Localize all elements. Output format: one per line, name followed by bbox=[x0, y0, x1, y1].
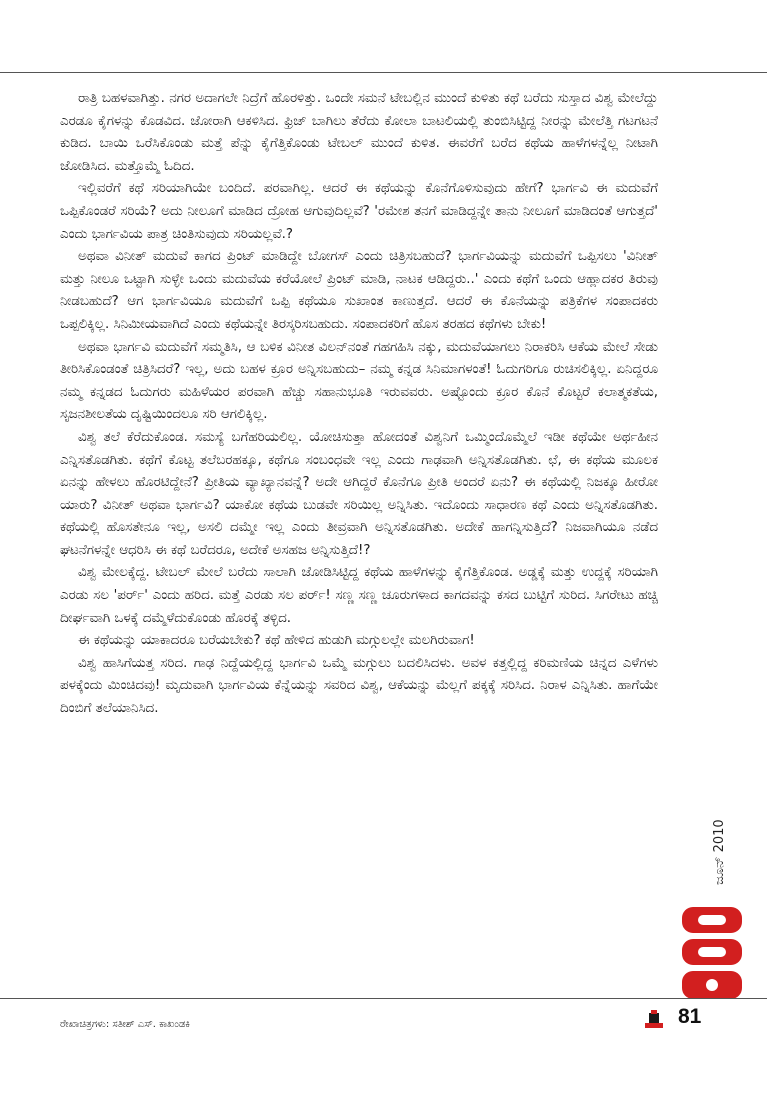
story-paragraph: ಈ ಕಥೆಯನ್ನು ಯಾಕಾದರೂ ಬರೆಯಬೇಕು? ಕಥೆ ಹೇಳಿದ ಹುಡುಗಿ ಮಗ್ಗುಲಲ್ಲೇ ಮಲಗಿರುವಾಗ! bbox=[78, 633, 475, 649]
magazine-stand-icon bbox=[643, 1008, 665, 1030]
illustration-credit: ರೇಖಾಚಿತ್ರಗಳು: ಸತೀಶ್ ಎಸ್. ಕಾಖಂಡಕಿ bbox=[60, 1019, 190, 1030]
top-rule bbox=[0, 72, 767, 73]
story-paragraph: ಇಲ್ಲಿವರೆಗೆ ಕಥೆ ಸರಿಯಾಗಿಯೇ ಬಂದಿದೆ. ಪರವಾಗಿಲ್ಲ. ಆದರೆ ಈ ಕಥೆಯನ್ನು ಕೊನೆಗೊಳಿಸುವುದು ಹೇಗೆ? ಭಾರ್ಗವಿ ಈ ಮದುವೆಗೆ ಒಪ್ಪಿಕೊಂಡರೆ ಸರಿಯೆ? ಅದು ನೀಲೂಗೆ ಮಾಡಿದ ದ್ರೋಹ ಆಗುವುದಿಲ್ಲವೆ? 'ರಮೇಶ ತನಗೆ ಮಾಡಿದ್ದನ್ನೇ ತಾನು ನೀಲೂಗೆ ಮಾಡಿದಂತೆ ಆಗುತ್ತದೆ' ಎಂದು ಭಾರ್ಗವಿಯ ಪಾತ್ರ ಚಿಂತಿಸುವುದು ಸರಿಯಲ್ಲವೆ.? bbox=[60, 181, 658, 242]
bottom-rule bbox=[0, 998, 767, 999]
story-paragraph: ವಿಶ್ವ ಹಾಸಿಗೆಯತ್ತ ಸರಿದ. ಗಾಢ ನಿದ್ದೆಯಲ್ಲಿದ್ದ ಭಾರ್ಗವಿ ಒಮ್ಮೆ ಮಗ್ಗುಲು ಬದಲಿಸಿದಳು. ಅವಳ ಕತ್ತಲ್ಲಿದ್ದ ಕರಿಮಣಿಯ ಚಿನ್ನದ ಎಳೆಗಳು ಪಳಕ್ಕೆಂದು ಮಿಂಚಿದವು! ಮೃದುವಾಗಿ ಭಾರ್ಗವಿಯ ಕೆನ್ನೆಯನ್ನು ಸವರಿದ ವಿಶ್ವ, ಆಕೆಯನ್ನು ಮೆಲ್ಲಗೆ ಪಕ್ಕಕ್ಕೆ ಸರಿಸಿದ. ನಿರಾಳ ಎನ್ನಿಸಿತು. ಹಾಗೆಯೇ ದಿಂಬಿಗೆ ತಲೆಯಾನಿಸಿದ. bbox=[60, 655, 658, 717]
story-paragraph: ವಿಶ್ವ ತಲೆ ಕೆರೆದುಕೊಂಡ. ಸಮಸ್ಯೆ ಬಗೆಹರಿಯಲಿಲ್ಲ. ಯೋಚಿಸುತ್ತಾ ಹೋದಂತೆ ವಿಶ್ವನಿಗೆ ಒಮ್ಮಿಂದೊಮ್ಮೆಲೆ ಇಡೀ ಕಥೆಯೇ ಅರ್ಥಹೀನ ಎನ್ನಿಸತೊಡಗಿತು. ಕಥೆಗೆ ಕೊಟ್ಟ ತಲೆಬರಹಕ್ಕೂ, ಕಥೆಗೂ ಸಂಬಂಧವೇ ಇಲ್ಲ ಎಂದು ಗಾಢವಾಗಿ ಅನ್ನಿಸತೊಡಗಿತು. ಛೆ, ಈ ಕಥೆಯ ಮೂಲಕ ಏನನ್ನು ಹೇಳಲು ಹೊರಟಿದ್ದೇನೆ? ಪ್ರೀತಿಯ ವ್ಯಾಖ್ಯಾನವನ್ನೆ? ಅದೇ ಆಗಿದ್ದರೆ ಕೊನೆಗೂ ಪ್ರೀತಿ ಅಂದರೆ ಏನು? ಈ ಕಥೆಯಲ್ಲಿ ನಿಜಕ್ಕೂ ಹೀರೋ ಯಾರು? ವಿನೀತ್ ಅಥವಾ ಭಾರ್ಗವಿ? ಯಾಕೋ ಕಥೆಯ ಬುಡವೇ ಸರಿಯಿಲ್ಲ ಅನ್ನಿಸಿತು. ಇದೊಂದು ಸಾಧಾರಣ ಕಥೆ ಎಂದು ಅನ್ನಿಸತೊಡಗಿತು. ಕಥೆಯಲ್ಲಿ ಹೊಸತೇನೂ ಇಲ್ಲ, ಅಸಲಿ ದಮ್ಮೇ ಇಲ್ಲ ಎಂದು ತೀವ್ರವಾಗಿ ಅನ್ನಿಸತೊಡಗಿತು. ಅದೇಕೆ ಹಾಗನ್ನಿಸುತ್ತಿದೆ? ನಿಜವಾಗಿಯೂ ನಡೆದ ಘಟನೆಗಳನ್ನೇ ಆಧರಿಸಿ ಈ ಕಥೆ ಬರೆದರೂ, ಅದೇಕೆ ಅಸಹಜ ಅನ್ನಿಸುತ್ತಿದೆ!? bbox=[60, 429, 658, 558]
story-paragraph: ವಿಶ್ವ ಮೇಲಕ್ಕೆದ್ದ. ಟೇಬಲ್ ಮೇಲೆ ಬರೆದು ಸಾಲಾಗಿ ಜೋಡಿಸಿಟ್ಟಿದ್ದ ಕಥೆಯ ಹಾಳೆಗಳನ್ನು ಕೈಗೆತ್ತಿಕೊಂಡ. ಅಡ್ಡಕ್ಕೆ ಮತ್ತು ಉದ್ದಕ್ಕೆ ಸರಿಯಾಗಿ ಎರಡು ಸಲ 'ಪರ್ರ್' ಎಂದು ಹರಿದ. ಮತ್ತೆ ಎರಡು ಸಲ ಪರ್ರ್! ಸಣ್ಣ ಸಣ್ಣ ಚೂರುಗಳಾದ ಕಾಗದವನ್ನು ಕಸದ ಬುಟ್ಟಿಗೆ ಸುರಿದ. ಸಿಗರೇಟು ಹಚ್ಚಿ ದೀರ್ಘವಾಗಿ ಒಳಕ್ಕೆ ದಮ್ಮೆಳೆದುಕೊಂಡು ಹೊರಕ್ಕೆ ತಳ್ಳಿದ. bbox=[60, 565, 658, 626]
page-number: 81 bbox=[678, 1005, 702, 1028]
issue-date: ಜೂನ್ 2010 bbox=[712, 819, 727, 885]
story-paragraph: ರಾತ್ರಿ ಬಹಳವಾಗಿತ್ತು. ನಗರ ಅದಾಗಲೇ ನಿದ್ರೆಗೆ ಹೊರಳಿತ್ತು. ಒಂದೇ ಸಮನೆ ಟೇಬಲ್ಲಿನ ಮುಂದೆ ಕುಳಿತು ಕಥೆ ಬರೆದು ಸುಸ್ತಾದ ವಿಶ್ವ ಮೇಲೆದ್ದು ಎರಡೂ ಕೈಗಳನ್ನು ಕೊಡವಿದ. ಜೋರಾಗಿ ಆಕಳಿಸಿದ. ಫ್ರಿಜ್ ಬಾಗಿಲು ತೆರೆದು ಕೋಲಾ ಬಾಟಲಿಯಲ್ಲಿ ತುಂಬಿಸಿಟ್ಟಿದ್ದ ನೀರನ್ನು ಮೇಲೆತ್ತಿ ಗಟಗಟನೆ ಕುಡಿದ. ಬಾಯಿ ಒರೆಸಿಕೊಂಡು ಮತ್ತೆ ಪೆನ್ನು ಕೈಗೆತ್ತಿಕೊಂಡು ಟೇಬಲ್ ಮುಂದೆ ಕುಳಿತ. ಈವರೆಗೆ ಬರೆದ ಕಥೆಯ ಹಾಳೆಗಳನ್ನೆಲ್ಲ ನೀಟಾಗಿ ಜೋಡಿಸಿದ. ಮತ್ತೊಮ್ಮೆ ಓದಿದ. bbox=[60, 91, 658, 174]
magazine-logo bbox=[680, 905, 744, 1001]
story-paragraph: ಅಥವಾ ವಿನೀತ್ ಮದುವೆ ಕಾಗದ ಪ್ರಿಂಟ್ ಮಾಡಿದ್ದೇ ಬೋಗಸ್ ಎಂದು ಚಿತ್ರಿಸಬಹುದೆ? ಭಾರ್ಗವಿಯನ್ನು ಮದುವೆಗೆ ಒಪ್ಪಿಸಲು 'ವಿನೀತ್ ಮತ್ತು ನೀಲೂ ಒಟ್ಟಾಗಿ ಸುಳ್ಳೇ ಒಂದು ಮದುವೆಯ ಕರೆಯೋಲೆ ಪ್ರಿಂಟ್ ಮಾಡಿ, ನಾಟಕ ಆಡಿದ್ದರು..' ಎಂದು ಕಥೆಗೆ ಒಂದು ಆಹ್ಲಾದಕರ ತಿರುವು ನೀಡಬಹುದೆ? ಆಗ ಭಾರ್ಗವಿಯೂ ಮದುವೆಗೆ ಒಪ್ಪಿ ಕಥೆಯೂ ಸುಖಾಂತ ಕಾಣುತ್ತದೆ. ಆದರೆ ಈ ಕೊನೆಯನ್ನು ಪತ್ರಿಕೆಗಳ ಸಂಪಾದಕರು ಒಪ್ಪಲಿಕ್ಕಿಲ್ಲ. ಸಿನಿಮೀಯವಾಗಿದೆ ಎಂದು ಕಥೆಯನ್ನೇ ತಿರಸ್ಕರಿಸಬಹುದು. ಸಂಪಾದಕರಿಗೆ ಹೊಸ ತರಹದ ಕಥೆಗಳು ಬೇಕು! bbox=[60, 249, 658, 332]
story-paragraph: ಅಥವಾ ಭಾರ್ಗವಿ ಮದುವೆಗೆ ಸಮ್ಮತಿಸಿ, ಆ ಬಳಿಕ ವಿನೀತ ವಿಲನ್‌ನಂತೆ ಗಹಗಹಿಸಿ ನಕ್ಕು, ಮದುವೆಯಾಗಲು ನಿರಾಕರಿಸಿ ಆಕೆಯ ಮೇಲೆ ಸೇಡು ತೀರಿಸಿಕೊಂಡಂತೆ ಚಿತ್ರಿಸಿದರೆ? ಇಲ್ಲ, ಅದು ಬಹಳ ಕ್ರೂರ ಅನ್ನಿಸಬಹುದು– ನಮ್ಮ ಕನ್ನಡ ಸಿನಿಮಾಗಳಂತೆ! ಓದುಗರಿಗೂ ರುಚಿಸಲಿಕ್ಕಿಲ್ಲ. ಏನಿದ್ದರೂ ನಮ್ಮ ಕನ್ನಡದ ಓದುಗರು ಮಹಿಳೆಯರ ಪರವಾಗಿ ಹೆಚ್ಚು ಸಹಾನುಭೂತಿ ಇರುವವರು. ಅಷ್ಟೊಂದು ಕ್ರೂರ ಕೊನೆ ಕೊಟ್ಟರೆ ಕಲಾತ್ಮಕತೆಯ, ಸೃಜನಶೀಲತೆಯ ದೃಷ್ಟಿಯಿಂದಲೂ ಸರಿ ಆಗಲಿಕ್ಕಿಲ್ಲ. bbox=[60, 339, 658, 423]
story-text bbox=[60, 88, 658, 721]
